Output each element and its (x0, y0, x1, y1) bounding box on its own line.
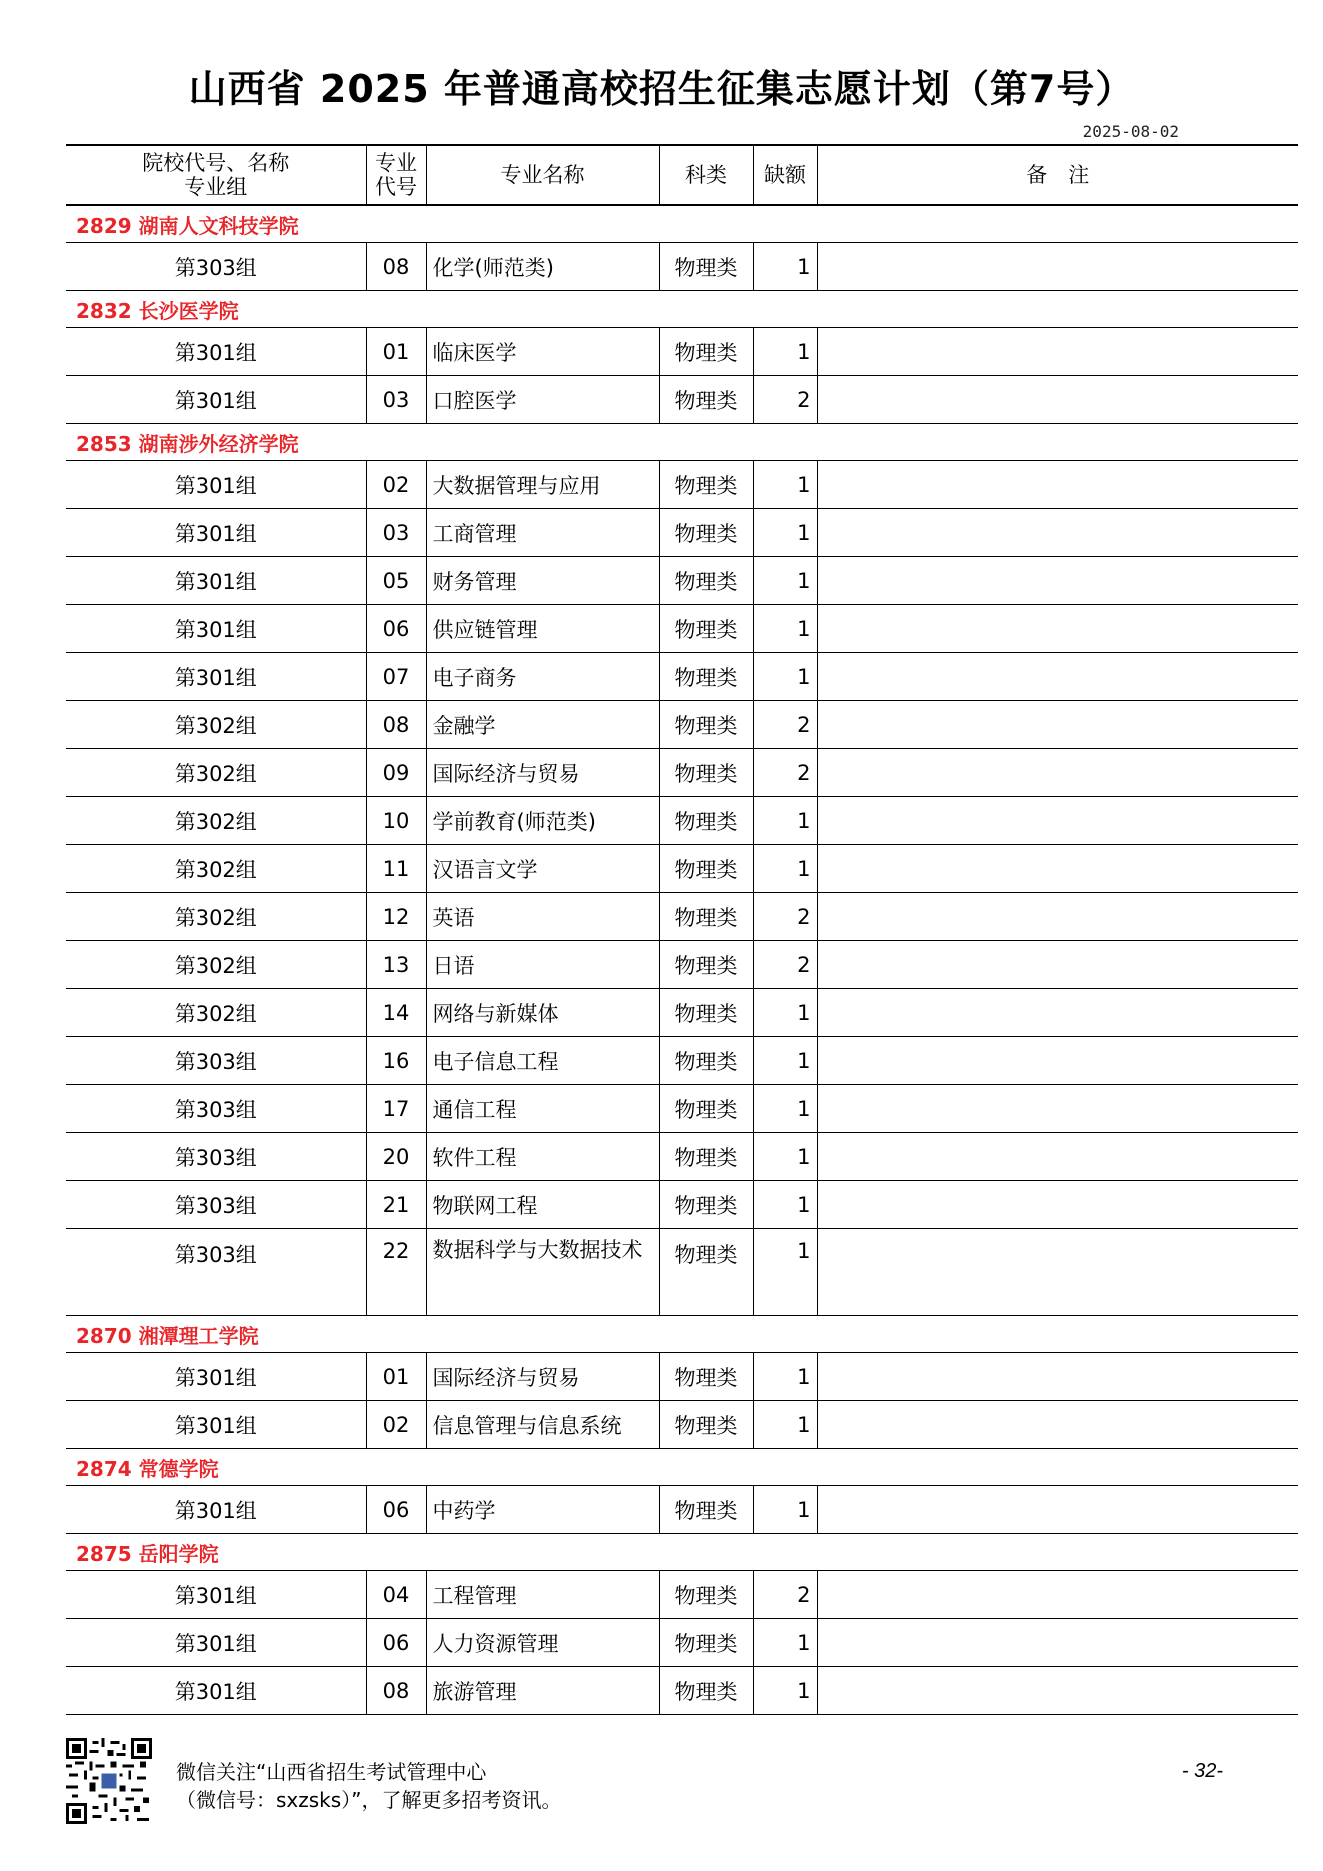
major-name-cell: 供应链管理 (426, 605, 659, 653)
quota-cell: 2 (753, 749, 817, 797)
quota-cell: 1 (753, 845, 817, 893)
group-cell: 第303组 (66, 1085, 366, 1133)
major-name-cell: 日语 (426, 941, 659, 989)
school-header-row (66, 205, 1298, 243)
major-name-cell: 英语 (426, 893, 659, 941)
table-header-row (66, 145, 1298, 205)
table-row (66, 1229, 1298, 1316)
major-code-cell: 08 (366, 701, 426, 749)
table-body (66, 205, 1298, 1715)
group-cell: 第302组 (66, 989, 366, 1037)
major-name-cell: 软件工程 (426, 1133, 659, 1181)
remarks-cell (817, 1571, 1298, 1619)
major-name-cell: 财务管理 (426, 557, 659, 605)
table-row (66, 1401, 1298, 1449)
major-code-cell: 13 (366, 941, 426, 989)
table-row (66, 509, 1298, 557)
table-row (66, 1353, 1298, 1401)
school-name: 2875 岳阳学院 (66, 1534, 1298, 1571)
footer-line-1: 微信关注“山西省招生考试管理中心 (176, 1760, 487, 1784)
page-title: 山西省 2025 年普通高校招生征集志愿计划（第7号） (188, 67, 1135, 111)
remarks-cell (817, 893, 1298, 941)
quota-cell: 2 (753, 893, 817, 941)
table-row (66, 1486, 1298, 1534)
school-header-row (66, 424, 1298, 461)
header-category: 科类 (659, 145, 753, 205)
table-row (66, 845, 1298, 893)
header-quota: 缺额 (753, 145, 817, 205)
quota-cell: 1 (753, 1619, 817, 1667)
category-cell: 物理类 (659, 243, 753, 291)
major-name-cell: 电子商务 (426, 653, 659, 701)
category-cell: 物理类 (659, 1571, 753, 1619)
remarks-cell (817, 1619, 1298, 1667)
table-row (66, 1037, 1298, 1085)
school-name: 2829 湖南人文科技学院 (66, 205, 1298, 243)
table-row (66, 1181, 1298, 1229)
group-cell: 第302组 (66, 749, 366, 797)
category-cell: 物理类 (659, 989, 753, 1037)
major-name-cell: 临床医学 (426, 328, 659, 376)
category-cell: 物理类 (659, 1181, 753, 1229)
major-name-cell: 通信工程 (426, 1085, 659, 1133)
major-code-cell: 08 (366, 1667, 426, 1715)
quota-cell: 1 (753, 1181, 817, 1229)
group-cell: 第301组 (66, 1353, 366, 1401)
category-cell: 物理类 (659, 1037, 753, 1085)
group-cell: 第302组 (66, 701, 366, 749)
table-row (66, 1571, 1298, 1619)
group-cell: 第301组 (66, 1401, 366, 1449)
major-name-cell: 信息管理与信息系统 (426, 1401, 659, 1449)
table-row (66, 653, 1298, 701)
major-name-cell: 中药学 (426, 1486, 659, 1534)
group-cell: 第302组 (66, 797, 366, 845)
group-cell: 第303组 (66, 243, 366, 291)
quota-cell: 2 (753, 941, 817, 989)
major-name-cell: 网络与新媒体 (426, 989, 659, 1037)
major-code-cell: 02 (366, 461, 426, 509)
major-code-cell: 02 (366, 1401, 426, 1449)
group-cell: 第301组 (66, 328, 366, 376)
group-cell: 第301组 (66, 509, 366, 557)
quota-cell: 1 (753, 1667, 817, 1715)
footer-note (176, 1758, 562, 1814)
quota-cell: 1 (753, 509, 817, 557)
table-row (66, 989, 1298, 1037)
group-cell: 第301组 (66, 1486, 366, 1534)
quota-cell: 1 (753, 461, 817, 509)
category-cell: 物理类 (659, 376, 753, 424)
remarks-cell (817, 605, 1298, 653)
group-cell: 第301组 (66, 605, 366, 653)
category-cell: 物理类 (659, 941, 753, 989)
major-name-cell: 学前教育(师范类) (426, 797, 659, 845)
category-cell: 物理类 (659, 797, 753, 845)
major-code-cell: 16 (366, 1037, 426, 1085)
quota-cell: 1 (753, 1133, 817, 1181)
quota-cell: 1 (753, 653, 817, 701)
group-cell: 第301组 (66, 1667, 366, 1715)
major-code-cell: 09 (366, 749, 426, 797)
remarks-cell (817, 653, 1298, 701)
major-name-cell: 物联网工程 (426, 1181, 659, 1229)
quota-cell: 2 (753, 1571, 817, 1619)
table-row (66, 1667, 1298, 1715)
remarks-cell (817, 845, 1298, 893)
quota-cell: 1 (753, 797, 817, 845)
table-row (66, 461, 1298, 509)
quota-cell: 2 (753, 376, 817, 424)
header-school-group: 院校代号、名称 专业组 (66, 145, 366, 205)
footer-line-2: （微信号：sxzsks）”，了解更多招考资讯。 (176, 1788, 562, 1812)
quota-cell: 1 (753, 1085, 817, 1133)
category-cell: 物理类 (659, 1401, 753, 1449)
header-major-code: 专业 代号 (366, 145, 426, 205)
major-name-cell: 国际经济与贸易 (426, 1353, 659, 1401)
remarks-cell (817, 701, 1298, 749)
major-name-cell: 口腔医学 (426, 376, 659, 424)
category-cell: 物理类 (659, 701, 753, 749)
major-code-cell: 06 (366, 1619, 426, 1667)
major-name-cell: 人力资源管理 (426, 1619, 659, 1667)
table-row (66, 328, 1298, 376)
category-cell: 物理类 (659, 1085, 753, 1133)
major-code-cell: 05 (366, 557, 426, 605)
quota-cell: 1 (753, 557, 817, 605)
major-code-cell: 06 (366, 1486, 426, 1534)
major-code-cell: 11 (366, 845, 426, 893)
remarks-cell (817, 1667, 1298, 1715)
group-cell: 第301组 (66, 557, 366, 605)
major-name-cell: 大数据管理与应用 (426, 461, 659, 509)
group-cell: 第302组 (66, 941, 366, 989)
group-cell: 第303组 (66, 1037, 366, 1085)
remarks-cell (817, 557, 1298, 605)
header-major-name: 专业名称 (426, 145, 659, 205)
category-cell: 物理类 (659, 845, 753, 893)
remarks-cell (817, 1181, 1298, 1229)
major-code-cell: 14 (366, 989, 426, 1037)
major-name-cell: 工商管理 (426, 509, 659, 557)
group-cell: 第301组 (66, 1619, 366, 1667)
group-cell: 第303组 (66, 1181, 366, 1229)
category-cell: 物理类 (659, 461, 753, 509)
major-name-cell: 金融学 (426, 701, 659, 749)
quota-cell: 2 (753, 701, 817, 749)
category-cell: 物理类 (659, 1619, 753, 1667)
school-header-row (66, 1449, 1298, 1486)
group-cell: 第301组 (66, 461, 366, 509)
table-row (66, 941, 1298, 989)
table-row (66, 749, 1298, 797)
remarks-cell (817, 1486, 1298, 1534)
category-cell: 物理类 (659, 557, 753, 605)
major-code-cell: 04 (366, 1571, 426, 1619)
category-cell: 物理类 (659, 893, 753, 941)
group-cell: 第301组 (66, 376, 366, 424)
major-name-cell: 工程管理 (426, 1571, 659, 1619)
page-number: - 32- (1181, 1760, 1223, 1782)
remarks-cell (817, 1133, 1298, 1181)
category-cell: 物理类 (659, 1667, 753, 1715)
major-code-cell: 21 (366, 1181, 426, 1229)
quota-cell: 1 (753, 1401, 817, 1449)
publish-date: 2025-08-02 (1082, 122, 1179, 141)
major-code-cell: 01 (366, 1353, 426, 1401)
major-name-cell: 旅游管理 (426, 1667, 659, 1715)
remarks-cell (817, 989, 1298, 1037)
table-row (66, 605, 1298, 653)
remarks-cell (817, 461, 1298, 509)
major-name-cell: 汉语言文学 (426, 845, 659, 893)
major-code-cell: 07 (366, 653, 426, 701)
major-code-cell: 03 (366, 376, 426, 424)
remarks-cell (817, 1353, 1298, 1401)
major-name-cell: 数据科学与大数据技术 (426, 1229, 659, 1316)
school-header-row (66, 1316, 1298, 1353)
category-cell: 物理类 (659, 1229, 753, 1316)
remarks-cell (817, 749, 1298, 797)
remarks-cell (817, 1401, 1298, 1449)
school-header-row (66, 1534, 1298, 1571)
quota-cell: 1 (753, 1486, 817, 1534)
major-code-cell: 08 (366, 243, 426, 291)
remarks-cell (817, 1037, 1298, 1085)
remarks-cell (817, 243, 1298, 291)
remarks-cell (817, 941, 1298, 989)
header-remarks: 备 注 (817, 145, 1298, 205)
major-code-cell: 06 (366, 605, 426, 653)
table-row (66, 1619, 1298, 1667)
category-cell: 物理类 (659, 605, 753, 653)
major-code-cell: 10 (366, 797, 426, 845)
table-row (66, 376, 1298, 424)
category-cell: 物理类 (659, 653, 753, 701)
major-code-cell: 12 (366, 893, 426, 941)
major-name-cell: 电子信息工程 (426, 1037, 659, 1085)
remarks-cell (817, 376, 1298, 424)
remarks-cell (817, 1085, 1298, 1133)
major-code-cell: 17 (366, 1085, 426, 1133)
group-cell: 第303组 (66, 1229, 366, 1316)
major-name-cell: 化学(师范类) (426, 243, 659, 291)
table-row (66, 1133, 1298, 1181)
major-name-cell: 国际经济与贸易 (426, 749, 659, 797)
quota-cell: 1 (753, 328, 817, 376)
group-cell: 第302组 (66, 893, 366, 941)
quota-cell: 1 (753, 243, 817, 291)
table-row (66, 701, 1298, 749)
school-name: 2874 常德学院 (66, 1449, 1298, 1486)
group-cell: 第301组 (66, 1571, 366, 1619)
table-row (66, 243, 1298, 291)
enrollment-plan-table (66, 144, 1298, 1715)
group-cell: 第303组 (66, 1133, 366, 1181)
group-cell: 第301组 (66, 653, 366, 701)
category-cell: 物理类 (659, 328, 753, 376)
remarks-cell (817, 509, 1298, 557)
table-row (66, 797, 1298, 845)
school-name: 2832 长沙医学院 (66, 291, 1298, 328)
category-cell: 物理类 (659, 1133, 753, 1181)
category-cell: 物理类 (659, 1353, 753, 1401)
major-code-cell: 03 (366, 509, 426, 557)
table-row (66, 557, 1298, 605)
major-code-cell: 20 (366, 1133, 426, 1181)
major-code-cell: 01 (366, 328, 426, 376)
qr-code-icon (66, 1738, 152, 1824)
category-cell: 物理类 (659, 1486, 753, 1534)
major-code-cell: 22 (366, 1229, 426, 1316)
group-cell: 第302组 (66, 845, 366, 893)
school-name: 2870 湘潭理工学院 (66, 1316, 1298, 1353)
table-row (66, 893, 1298, 941)
category-cell: 物理类 (659, 749, 753, 797)
remarks-cell (817, 1229, 1298, 1316)
quota-cell: 1 (753, 1353, 817, 1401)
quota-cell: 1 (753, 605, 817, 653)
quota-cell: 1 (753, 1037, 817, 1085)
school-header-row (66, 291, 1298, 328)
category-cell: 物理类 (659, 509, 753, 557)
school-name: 2853 湖南涉外经济学院 (66, 424, 1298, 461)
remarks-cell (817, 328, 1298, 376)
quota-cell: 1 (753, 989, 817, 1037)
remarks-cell (817, 797, 1298, 845)
quota-cell: 1 (753, 1229, 817, 1316)
table-row (66, 1085, 1298, 1133)
